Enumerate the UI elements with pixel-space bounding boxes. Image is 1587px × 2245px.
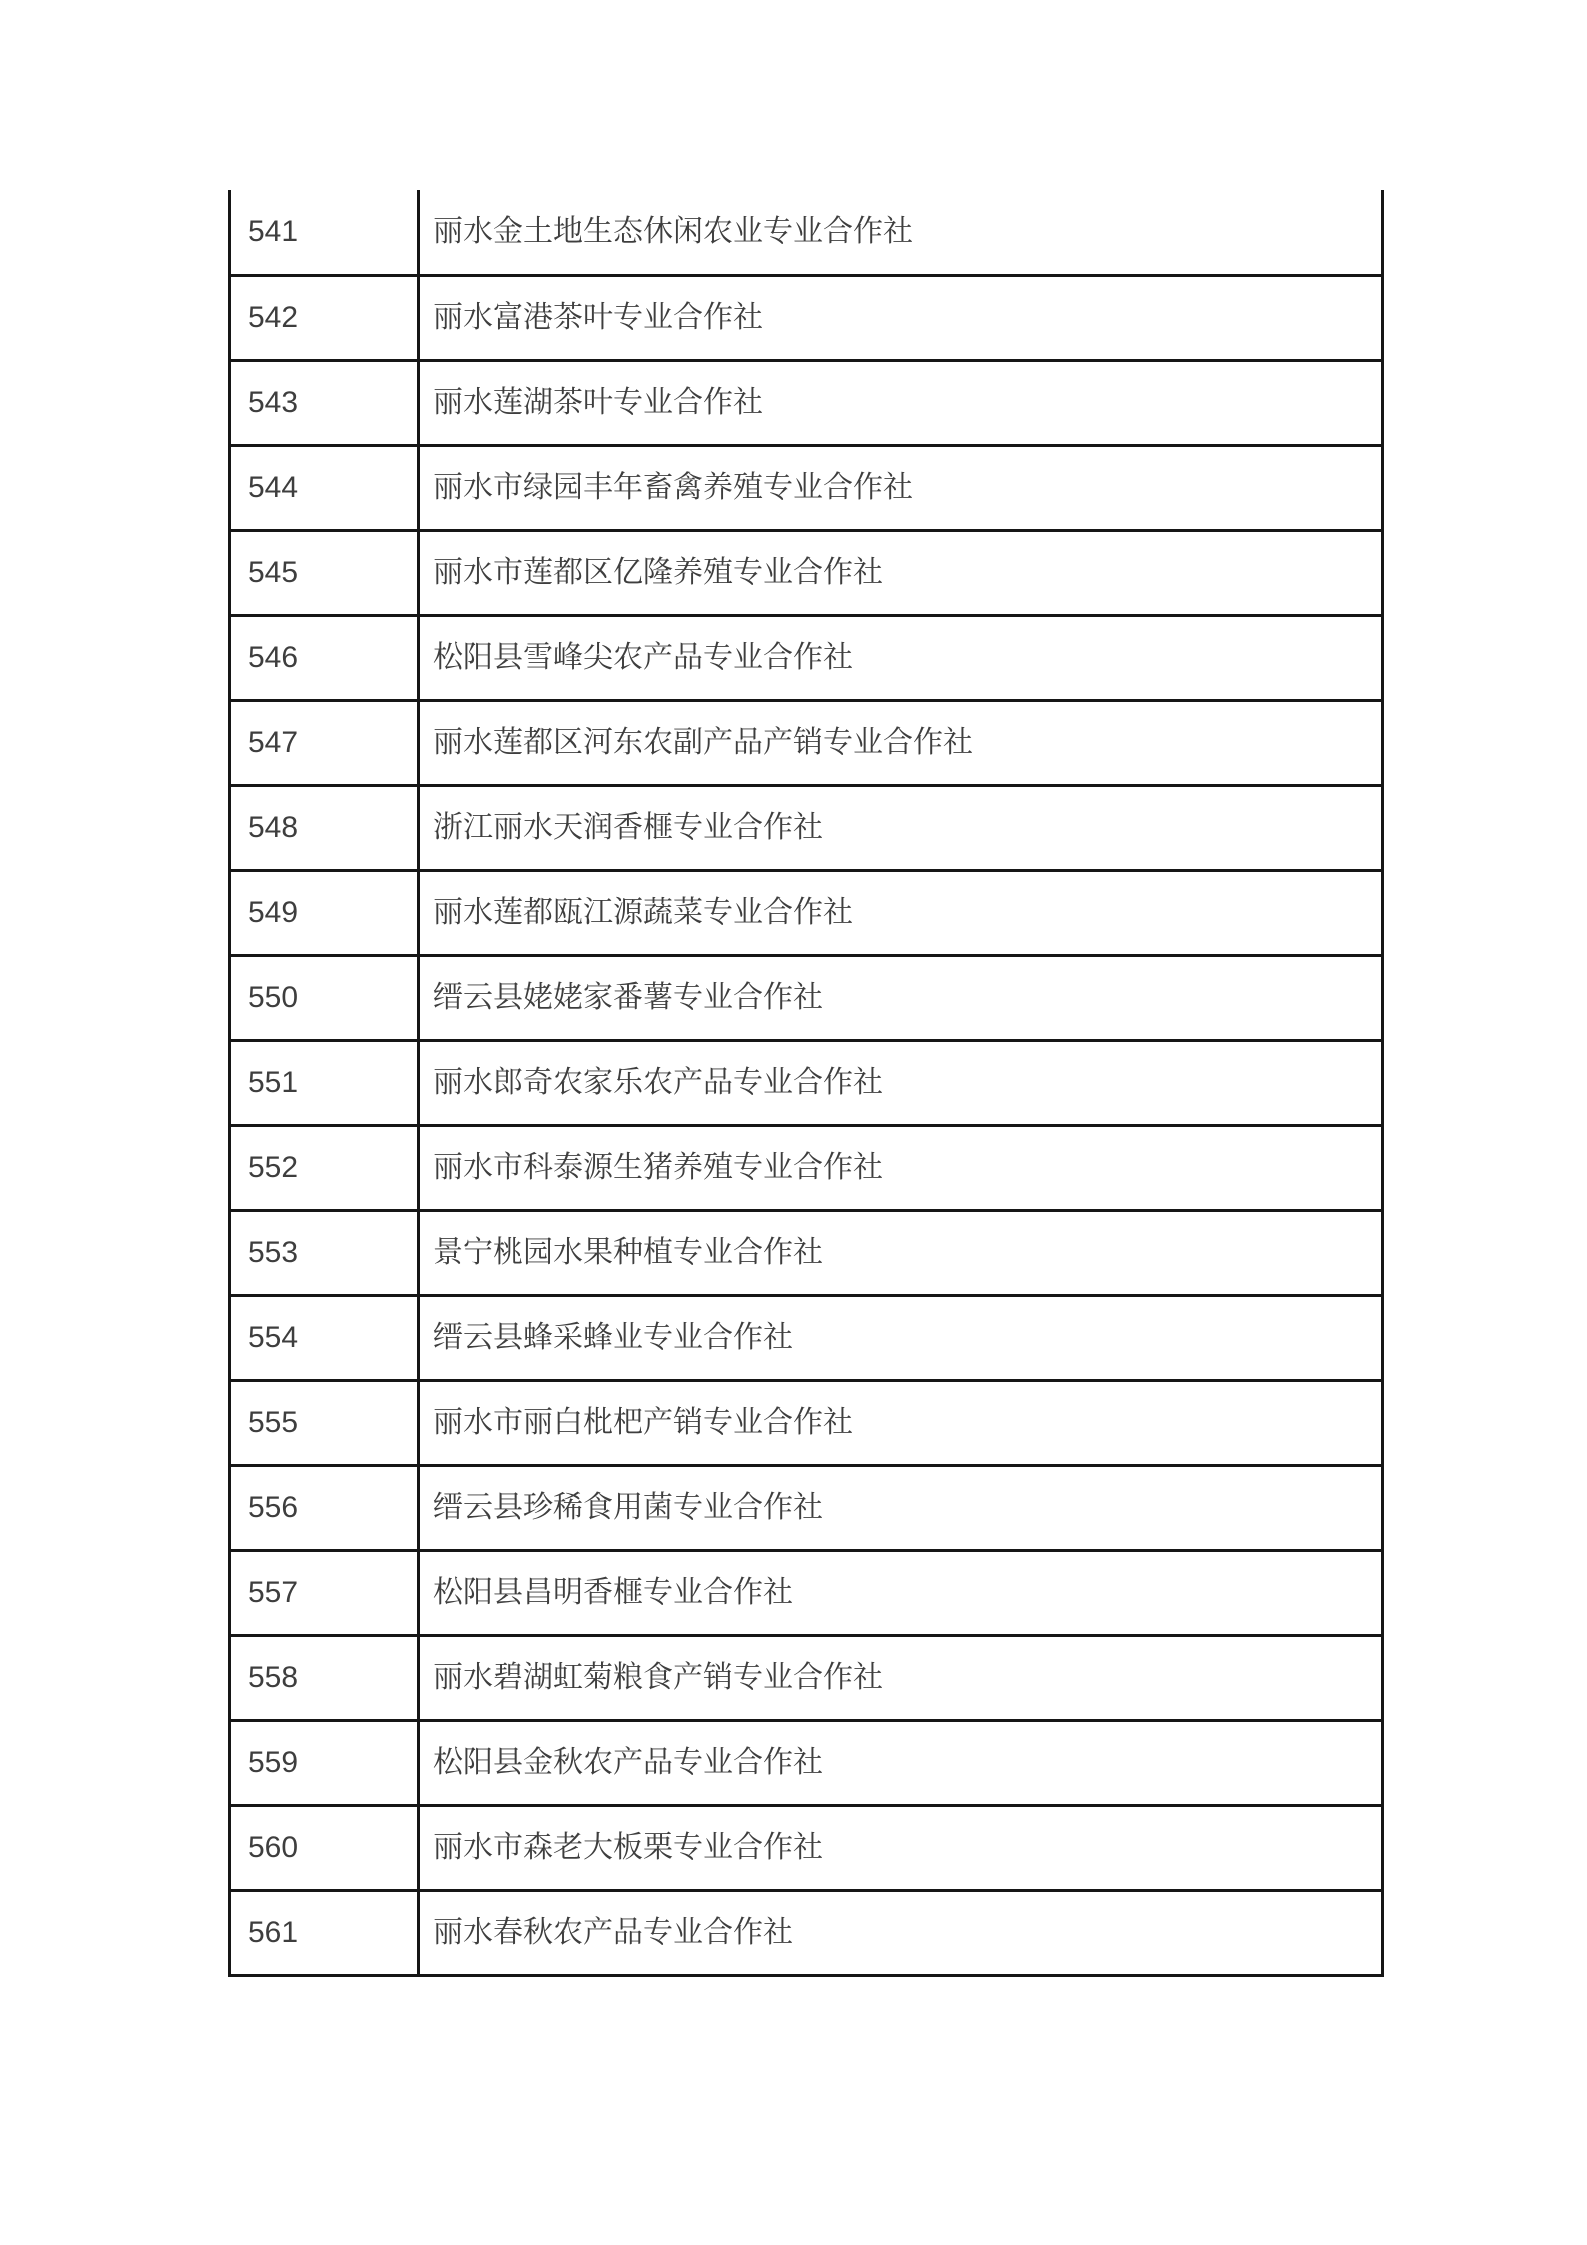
- row-number-cell: 555: [230, 1380, 419, 1465]
- table-row: [230, 190, 1383, 275]
- row-number-cell: 545: [230, 530, 419, 615]
- table-row: [230, 785, 1383, 870]
- cooperative-name-cell: 松阳县昌明香榧专业合作社: [419, 1550, 1383, 1635]
- table-row: [230, 445, 1383, 530]
- cooperative-name-cell: 松阳县金秋农产品专业合作社: [419, 1720, 1383, 1805]
- table-row: [230, 1550, 1383, 1635]
- table-row: [230, 1210, 1383, 1295]
- cooperative-name-cell: 丽水莲都瓯江源蔬菜专业合作社: [419, 870, 1383, 955]
- cooperative-name-cell: 松阳县雪峰尖农产品专业合作社: [419, 615, 1383, 700]
- cooperative-name-cell: 丽水郎奇农家乐农产品专业合作社: [419, 1040, 1383, 1125]
- table-row: [230, 1380, 1383, 1465]
- row-number-cell: 543: [230, 360, 419, 445]
- cooperative-table-body: [230, 190, 1383, 1975]
- table-row: [230, 955, 1383, 1040]
- cooperative-name-cell: 丽水莲都区河东农副产品产销专业合作社: [419, 700, 1383, 785]
- table-row: [230, 530, 1383, 615]
- cooperative-name-cell: 丽水市丽白枇杷产销专业合作社: [419, 1380, 1383, 1465]
- row-number-cell: 558: [230, 1635, 419, 1720]
- table-row: [230, 1295, 1383, 1380]
- row-number-cell: 547: [230, 700, 419, 785]
- row-number-cell: 550: [230, 955, 419, 1040]
- cooperative-name-cell: 缙云县姥姥家番薯专业合作社: [419, 955, 1383, 1040]
- table-row: [230, 360, 1383, 445]
- cooperative-name-cell: 丽水市绿园丰年畜禽养殖专业合作社: [419, 445, 1383, 530]
- row-number-cell: 546: [230, 615, 419, 700]
- row-number-cell: 561: [230, 1890, 419, 1975]
- row-number-cell: 559: [230, 1720, 419, 1805]
- cooperative-name-cell: 丽水市莲都区亿隆养殖专业合作社: [419, 530, 1383, 615]
- row-number-cell: 544: [230, 445, 419, 530]
- cooperative-name-cell: 丽水碧湖虹菊粮食产销专业合作社: [419, 1635, 1383, 1720]
- cooperative-name-cell: 丽水莲湖茶叶专业合作社: [419, 360, 1383, 445]
- row-number-cell: 541: [230, 190, 419, 275]
- cooperative-name-cell: 浙江丽水天润香榧专业合作社: [419, 785, 1383, 870]
- row-number-cell: 557: [230, 1550, 419, 1635]
- cooperative-name-cell: 缙云县蜂采蜂业专业合作社: [419, 1295, 1383, 1380]
- table-row: [230, 1635, 1383, 1720]
- cooperative-name-cell: 丽水金土地生态休闲农业专业合作社: [419, 190, 1383, 275]
- table-row: [230, 615, 1383, 700]
- table-row: [230, 1125, 1383, 1210]
- cooperative-name-cell: 丽水市森老大板栗专业合作社: [419, 1805, 1383, 1890]
- cooperative-name-cell: 丽水春秋农产品专业合作社: [419, 1890, 1383, 1975]
- cooperative-name-cell: 景宁桃园水果种植专业合作社: [419, 1210, 1383, 1295]
- row-number-cell: 560: [230, 1805, 419, 1890]
- table-row: [230, 1720, 1383, 1805]
- cooperative-table: [228, 190, 1384, 1977]
- table-row: [230, 275, 1383, 360]
- row-number-cell: 549: [230, 870, 419, 955]
- cooperative-name-cell: 丽水市科泰源生猪养殖专业合作社: [419, 1125, 1383, 1210]
- table-row: [230, 1890, 1383, 1975]
- table-row: [230, 700, 1383, 785]
- cooperative-name-cell: 丽水富港茶叶专业合作社: [419, 275, 1383, 360]
- row-number-cell: 548: [230, 785, 419, 870]
- row-number-cell: 542: [230, 275, 419, 360]
- table-row: [230, 1465, 1383, 1550]
- row-number-cell: 552: [230, 1125, 419, 1210]
- table-row: [230, 1805, 1383, 1890]
- row-number-cell: 553: [230, 1210, 419, 1295]
- row-number-cell: 556: [230, 1465, 419, 1550]
- table-row: [230, 1040, 1383, 1125]
- cooperative-name-cell: 缙云县珍稀食用菌专业合作社: [419, 1465, 1383, 1550]
- table-row: [230, 870, 1383, 955]
- row-number-cell: 554: [230, 1295, 419, 1380]
- row-number-cell: 551: [230, 1040, 419, 1125]
